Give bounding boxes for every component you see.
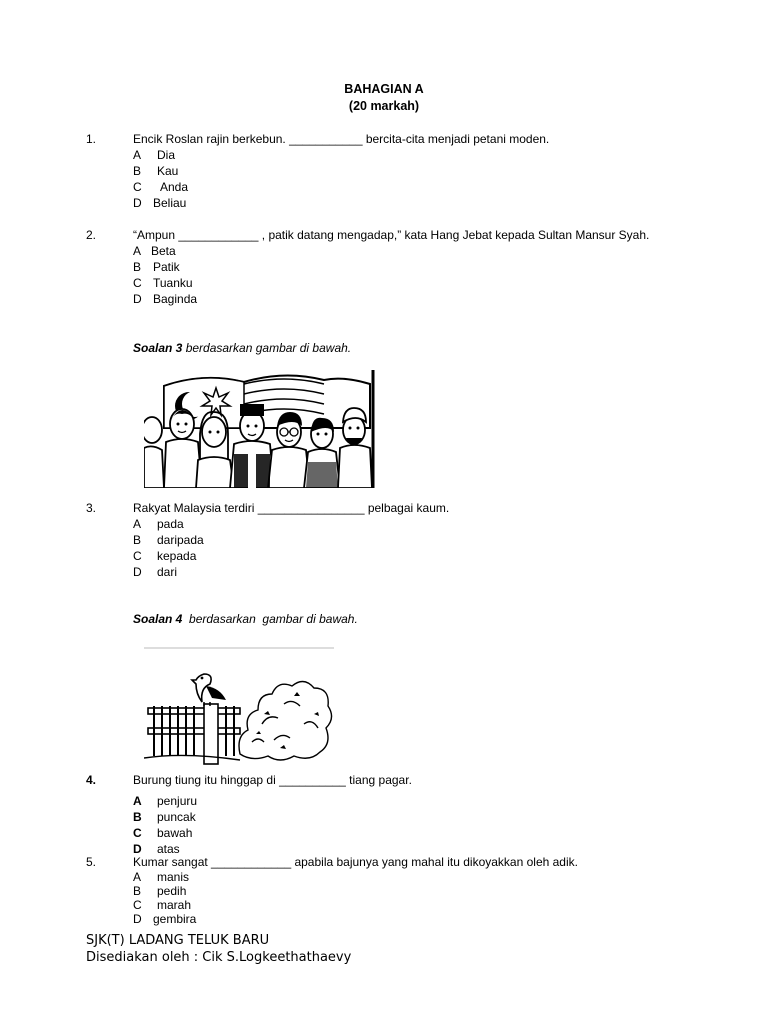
- question-2-option-b[interactable]: [133, 260, 180, 274]
- option-letter: D: [133, 292, 142, 306]
- question-1-option-a[interactable]: [133, 148, 175, 162]
- question-3-option-b[interactable]: [133, 533, 204, 547]
- question-4-option-d[interactable]: [133, 842, 180, 856]
- option-letter: C: [133, 826, 142, 840]
- question-2-option-d[interactable]: [133, 292, 197, 306]
- question-2-option-c[interactable]: [133, 276, 193, 290]
- option-letter: B: [133, 164, 142, 178]
- school-name: SJK(T) LADANG TELUK BARU: [86, 933, 270, 948]
- option-text: daripada: [157, 533, 204, 547]
- option-letter: A: [133, 517, 142, 531]
- intro-bold: Soalan 4: [133, 612, 183, 626]
- question-4-option-c[interactable]: [133, 826, 192, 840]
- option-letter: C: [133, 180, 142, 194]
- question-3-text: Rakyat Malaysia terdiri ________________ pelbagai kaum.: [133, 501, 450, 515]
- option-letter: D: [133, 842, 142, 856]
- question-1-number: 1.: [86, 132, 97, 146]
- option-text: bawah: [157, 826, 193, 840]
- question-4-text: Burung tiung itu hinggap di __________ tiang pagar.: [133, 773, 412, 787]
- intro-rest: berdasarkan gambar di bawah.: [182, 341, 352, 355]
- option-letter: D: [133, 565, 142, 579]
- option-letter: D: [133, 196, 142, 210]
- question-1-option-d[interactable]: [133, 196, 186, 210]
- option-text: dari: [157, 565, 178, 579]
- option-letter: A: [133, 148, 142, 162]
- section-title: BAHAGIAN A: [344, 82, 424, 96]
- option-text: pedih: [157, 884, 187, 898]
- question-1-text: Encik Roslan rajin berkebun. ___________ bercita-cita menjadi petani moden.: [133, 132, 550, 146]
- option-letter: B: [133, 533, 142, 547]
- option-letter: D: [133, 912, 142, 926]
- question-3-number: 3.: [86, 501, 97, 515]
- question-4-number: 4.: [86, 773, 97, 787]
- intro-bold: Soalan 3: [133, 341, 183, 355]
- option-text: Patik: [153, 260, 180, 274]
- question-4-option-b[interactable]: [133, 810, 196, 824]
- question-5-option-b[interactable]: [133, 884, 186, 898]
- question-3-intro: [133, 341, 351, 355]
- option-text: Dia: [157, 148, 176, 162]
- option-text: atas: [157, 842, 180, 856]
- option-text: penjuru: [157, 794, 198, 808]
- question-1-option-b[interactable]: [133, 164, 178, 178]
- option-letter: B: [133, 810, 142, 824]
- question-2-text: “Ampun ____________ , patik datang mengadap,” kata Hang Jebat kepada Sultan Mansur Syah.: [133, 228, 650, 242]
- option-letter: B: [133, 884, 142, 898]
- option-text: gembira: [153, 912, 197, 926]
- question-5-option-a[interactable]: [133, 870, 189, 884]
- option-letter: C: [133, 276, 142, 290]
- option-text: manis: [157, 870, 190, 884]
- option-text: Beliau: [153, 196, 187, 210]
- option-text: kepada: [157, 549, 197, 563]
- question-5-option-c[interactable]: [133, 898, 191, 912]
- question-3-option-a[interactable]: [133, 517, 184, 531]
- option-text: Baginda: [153, 292, 198, 306]
- bird-fence-illustration: [144, 644, 334, 766]
- option-text: pada: [157, 517, 184, 531]
- option-letter: C: [133, 549, 142, 563]
- option-letter: A: [133, 870, 142, 884]
- question-4-option-a[interactable]: [133, 794, 197, 808]
- prepared-by: Disediakan oleh : Cik S.Logkeethathaevy: [86, 950, 352, 965]
- option-text: Anda: [160, 180, 189, 194]
- option-text: Beta: [151, 244, 176, 258]
- question-1-option-c[interactable]: [133, 180, 188, 194]
- question-5-option-d[interactable]: [133, 912, 196, 926]
- question-2-option-a[interactable]: [133, 244, 176, 258]
- question-4-intro: [133, 612, 358, 626]
- option-letter: A: [133, 794, 142, 808]
- option-text: marah: [157, 898, 192, 912]
- question-5-number: 5.: [86, 855, 97, 869]
- option-letter: A: [133, 244, 142, 258]
- question-2-number: 2.: [86, 228, 97, 242]
- option-text: Tuanku: [153, 276, 193, 290]
- option-text: puncak: [157, 810, 196, 824]
- question-5-text: Kumar sangat ____________ apabila bajunya yang mahal itu dikoyakkan oleh adik.: [133, 855, 578, 869]
- option-text: Kau: [157, 164, 179, 178]
- intro-rest: berdasarkan gambar di bawah.: [182, 612, 358, 626]
- question-3-option-d[interactable]: [133, 565, 177, 579]
- total-marks: (20 markah): [348, 99, 420, 113]
- question-3-option-c[interactable]: [133, 549, 196, 563]
- option-letter: B: [133, 260, 142, 274]
- option-letter: C: [133, 898, 142, 912]
- crowd-flag-illustration: [144, 368, 378, 488]
